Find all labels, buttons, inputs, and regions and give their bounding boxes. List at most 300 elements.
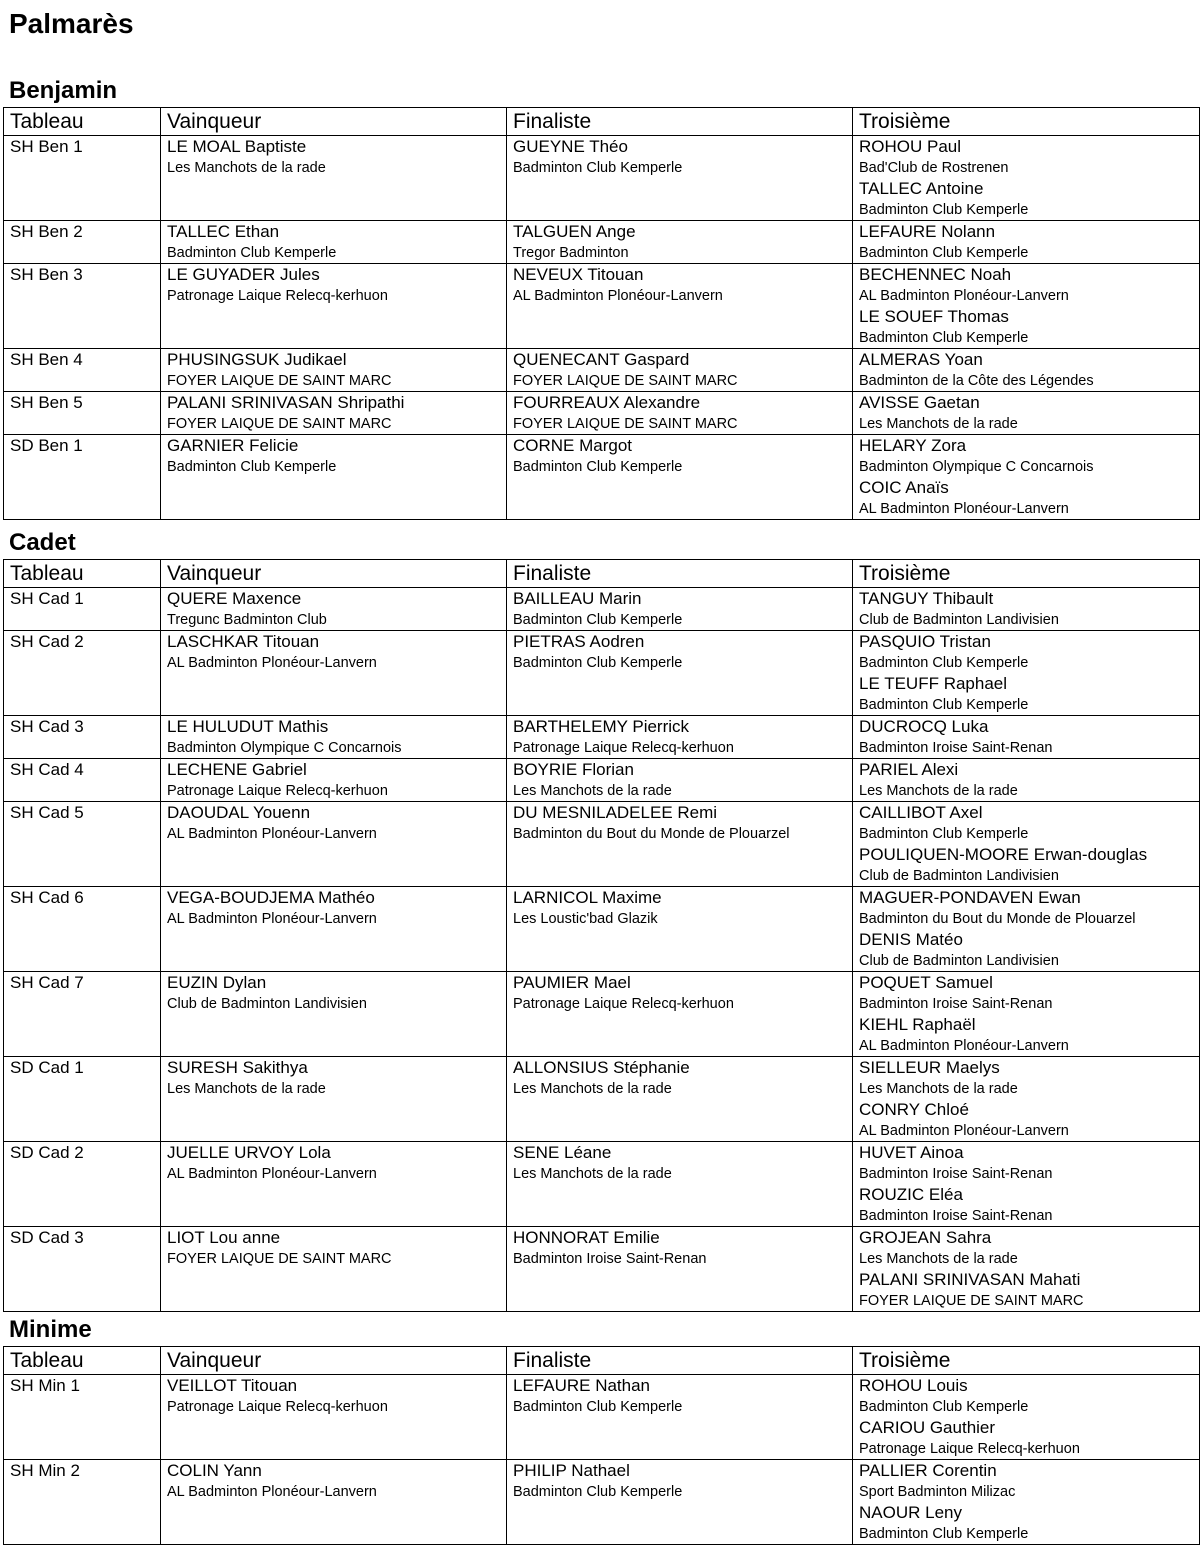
player-name: EUZIN Dylan [167,973,267,992]
cell-troisieme [853,887,1200,972]
club-name: Badminton Club Kemperle [859,826,1029,842]
player-entry [167,759,506,801]
club-name: Badminton Club Kemperle [167,459,337,475]
player-name: PAUMIER Mael [513,973,631,992]
header-row [4,560,1200,588]
cell-troisieme [853,136,1200,221]
club-name: Badminton Club Kemperle [513,612,683,628]
player-entry [513,349,852,391]
club-name: Patronage Laique Relecq-kerhuon [859,1441,1080,1457]
cell-vainqueur [161,349,507,392]
player-name: PHUSINGSUK Judikael [167,350,347,369]
player-entry [859,759,1199,801]
cell-vainqueur [161,1142,507,1227]
cell-tableau [4,759,161,802]
player-entry [513,1142,852,1184]
header-vainqueur: Vainqueur [161,560,507,588]
cell-finaliste [507,264,853,349]
player-name: PARIEL Alexi [859,760,959,779]
player-entry [167,972,506,1014]
table-row [4,435,1200,520]
player-name: QUERE Maxence [167,589,302,608]
header-troisieme: Troisième [853,560,1200,588]
player-name: ROHOU Louis [859,1376,968,1395]
cell-finaliste [507,887,853,972]
player-entry [167,392,506,434]
results-table [3,559,1200,1312]
player-entry [513,435,852,477]
table-row [4,588,1200,631]
club-name: FOYER LAIQUE DE SAINT MARC [167,373,392,389]
cell-finaliste [507,136,853,221]
player-name: DU MESNILADELEE Remi [513,803,718,822]
cell-vainqueur [161,1460,507,1545]
cell-vainqueur [161,631,507,716]
player-name: LIOT Lou anne [167,1228,281,1247]
table-row [4,221,1200,264]
section-title: Benjamin [9,77,118,104]
table-row [4,631,1200,716]
cell-finaliste [507,349,853,392]
table-row [4,392,1200,435]
player-name: ALLONSIUS Stéphanie [513,1058,690,1077]
player-entry [513,1460,852,1502]
cell-tableau [4,588,161,631]
cell-troisieme [853,392,1200,435]
cell-troisieme [853,716,1200,759]
cell-finaliste [507,221,853,264]
header-tableau: Tableau [4,108,161,136]
player-name: CORNE Margot [513,436,633,455]
player-name: AVISSE Gaetan [859,393,980,412]
club-name: FOYER LAIQUE DE SAINT MARC [513,416,738,432]
player-name: LECHENE Gabriel [167,760,307,779]
player-name: SIELLEUR Maelys [859,1058,1000,1077]
player-name: HELARY Zora [859,436,967,455]
cell-troisieme [853,221,1200,264]
cell-tableau [4,887,161,972]
cell-vainqueur [161,802,507,887]
club-name: Badminton Club Kemperle [859,245,1029,261]
table-row [4,349,1200,392]
player-name: TALGUEN Ange [513,222,636,241]
cell-finaliste [507,435,853,520]
player-name: MAGUER-PONDAVEN Ewan [859,888,1081,907]
club-name: Les Manchots de la rade [513,1081,672,1097]
player-entry [859,1184,1199,1226]
cell-finaliste [507,1142,853,1227]
player-name: LE TEUFF Raphael [859,674,1008,693]
cell-tableau [4,802,161,887]
club-name: Badminton Club Kemperle [513,1484,683,1500]
player-entry [167,264,506,306]
player-entry [859,264,1199,306]
player-entry [167,1460,506,1502]
cell-troisieme [853,435,1200,520]
club-name: Badminton Olympique C Concarnois [167,740,402,756]
cell-finaliste [507,588,853,631]
club-name: Bad'Club de Rostrenen [859,160,1009,176]
player-entry [167,887,506,929]
tableau-label: SD Cad 3 [10,1228,84,1247]
club-name: Badminton Olympique C Concarnois [859,459,1094,475]
player-name: ROUZIC Eléa [859,1185,963,1204]
cell-finaliste [507,1460,853,1545]
tableau-label: SH Ben 4 [10,350,83,369]
player-name: BOYRIE Florian [513,760,634,779]
club-name: Patronage Laique Relecq-kerhuon [513,740,734,756]
player-entry [859,1142,1199,1184]
player-name: TALLEC Ethan [167,222,280,241]
cell-finaliste [507,1227,853,1312]
tableau-label: SH Cad 4 [10,760,84,779]
header-row [4,1347,1200,1375]
player-entry [513,1227,852,1269]
player-name: PALLIER Corentin [859,1461,997,1480]
cell-vainqueur [161,759,507,802]
player-entry [513,264,852,306]
page-title: Palmarès [9,8,134,39]
tableau-label: SD Ben 1 [10,436,83,455]
player-entry [167,136,506,178]
club-name: Patronage Laique Relecq-kerhuon [167,288,388,304]
player-entry [859,929,1199,971]
cell-troisieme [853,1142,1200,1227]
player-entry [859,1014,1199,1056]
player-entry [859,972,1199,1014]
player-name: BECHENNEC Noah [859,265,1012,284]
cell-vainqueur [161,716,507,759]
club-name: Club de Badminton Landivisien [859,953,1059,969]
club-name: Les Loustic'bad Glazik [513,911,658,927]
player-name: VEGA-BOUDJEMA Mathéo [167,888,375,907]
player-entry [859,1375,1199,1417]
club-name: Badminton Iroise Saint-Renan [513,1251,707,1267]
player-entry [513,631,852,673]
header-vainqueur: Vainqueur [161,1347,507,1375]
club-name: AL Badminton Plonéour-Lanvern [167,1484,377,1500]
player-name: TALLEC Antoine [859,179,984,198]
table-row [4,802,1200,887]
table-row [4,136,1200,221]
cell-tableau [4,1057,161,1142]
club-name: Sport Badminton Milizac [859,1484,1016,1500]
player-name: LE MOAL Baptiste [167,137,307,156]
player-entry [513,392,852,434]
club-name: Les Manchots de la rade [513,1166,672,1182]
cell-troisieme [853,802,1200,887]
club-name: AL Badminton Plonéour-Lanvern [859,1038,1069,1054]
section-title: Cadet [9,529,76,556]
tableau-label: SD Cad 1 [10,1058,84,1077]
player-name: CARIOU Gauthier [859,1418,996,1437]
club-name: Les Manchots de la rade [859,1081,1018,1097]
player-entry [513,221,852,263]
player-entry [513,1057,852,1099]
header-tableau: Tableau [4,560,161,588]
player-entry [859,1502,1199,1544]
cell-finaliste [507,1057,853,1142]
cell-vainqueur [161,221,507,264]
header-troisieme: Troisième [853,1347,1200,1375]
club-name: Badminton Club Kemperle [513,655,683,671]
cell-tableau [4,221,161,264]
club-name: Club de Badminton Landivisien [167,996,367,1012]
cell-troisieme [853,588,1200,631]
player-name: PASQUIO Tristan [859,632,991,651]
player-name: SENE Léane [513,1143,612,1162]
player-name: CAILLIBOT Axel [859,803,983,822]
player-name: SURESH Sakithya [167,1058,308,1077]
club-name: Badminton de la Côte des Légendes [859,373,1094,389]
club-name: Les Manchots de la rade [859,783,1018,799]
player-entry [513,972,852,1014]
player-entry [859,887,1199,929]
club-name: AL Badminton Plonéour-Lanvern [859,288,1069,304]
tableau-label: SH Ben 5 [10,393,83,412]
cell-tableau [4,136,161,221]
club-name: Les Manchots de la rade [513,783,672,799]
player-name: DUCROCQ Luka [859,717,989,736]
table-row [4,972,1200,1057]
tableau-label: SD Cad 2 [10,1143,84,1162]
table-row [4,759,1200,802]
cell-troisieme [853,1227,1200,1312]
player-name: DAOUDAL Youenn [167,803,311,822]
tableau-label: SH Cad 7 [10,973,84,992]
club-name: Patronage Laique Relecq-kerhuon [167,783,388,799]
player-name: NEVEUX Titouan [513,265,644,284]
player-entry [167,631,506,673]
cell-tableau [4,1460,161,1545]
table-row [4,1057,1200,1142]
player-entry [167,1227,506,1269]
player-name: PHILIP Nathael [513,1461,630,1480]
club-name: Badminton Club Kemperle [859,1526,1029,1542]
player-entry [859,631,1199,673]
player-entry [859,1460,1199,1502]
tableau-label: SH Cad 6 [10,888,84,907]
club-name: Badminton Club Kemperle [859,655,1029,671]
player-name: FOURREAUX Alexandre [513,393,701,412]
club-name: Badminton Club Kemperle [167,245,337,261]
player-name: BARTHELEMY Pierrick [513,717,690,736]
cell-troisieme [853,264,1200,349]
cell-troisieme [853,349,1200,392]
tableau-label: SH Min 2 [10,1461,80,1480]
club-name: Club de Badminton Landivisien [859,868,1059,884]
club-name: AL Badminton Plonéour-Lanvern [859,1123,1069,1139]
cell-troisieme [853,1460,1200,1545]
results-table [3,1346,1200,1545]
club-name: Les Manchots de la rade [859,416,1018,432]
cell-vainqueur [161,588,507,631]
player-entry [167,435,506,477]
player-entry [167,1142,506,1184]
player-entry [167,221,506,263]
header-tableau: Tableau [4,1347,161,1375]
club-name: AL Badminton Plonéour-Lanvern [167,911,377,927]
cell-vainqueur [161,972,507,1057]
cell-vainqueur [161,1227,507,1312]
cell-tableau [4,972,161,1057]
player-name: COIC Anaïs [859,478,949,497]
player-entry [859,477,1199,519]
cell-vainqueur [161,136,507,221]
player-name: DENIS Matéo [859,930,963,949]
player-name: LE HULUDUT Mathis [167,717,329,736]
header-troisieme: Troisième [853,108,1200,136]
club-name: Badminton du Bout du Monde de Plouarzel [513,826,790,842]
cell-troisieme [853,759,1200,802]
cell-tableau [4,1375,161,1460]
player-name: NAOUR Leny [859,1503,962,1522]
player-name: TANGUY Thibault [859,589,994,608]
cell-finaliste [507,972,853,1057]
player-entry [859,588,1199,630]
cell-finaliste [507,631,853,716]
club-name: AL Badminton Plonéour-Lanvern [167,1166,377,1182]
table-row [4,887,1200,972]
club-name: Patronage Laique Relecq-kerhuon [167,1399,388,1415]
cell-tableau [4,349,161,392]
table-row [4,1460,1200,1545]
player-entry [167,1057,506,1099]
section-title: Minime [9,1316,92,1343]
player-name: QUENECANT Gaspard [513,350,690,369]
player-entry [859,221,1199,263]
cell-tableau [4,1142,161,1227]
club-name: AL Badminton Plonéour-Lanvern [167,826,377,842]
club-name: Badminton Club Kemperle [859,202,1029,218]
tableau-label: SH Cad 5 [10,803,84,822]
player-entry [859,349,1199,391]
player-name: HONNORAT Emilie [513,1228,660,1247]
table-row [4,264,1200,349]
tableau-label: SH Cad 3 [10,717,84,736]
club-name: Les Manchots de la rade [167,160,326,176]
club-name: Club de Badminton Landivisien [859,612,1059,628]
club-name: Badminton Club Kemperle [513,459,683,475]
header-vainqueur: Vainqueur [161,108,507,136]
player-name: BAILLEAU Marin [513,589,642,608]
player-name: ROHOU Paul [859,137,962,156]
club-name: Badminton Iroise Saint-Renan [859,740,1053,756]
player-name: CONRY Chloé [859,1100,969,1119]
club-name: Badminton Iroise Saint-Renan [859,1208,1053,1224]
header-finaliste: Finaliste [507,1347,853,1375]
player-name: GROJEAN Sahra [859,1228,992,1247]
cell-vainqueur [161,887,507,972]
player-name: POQUET Samuel [859,973,993,992]
player-name: GUEYNE Théo [513,137,628,156]
club-name: Badminton Club Kemperle [859,330,1029,346]
club-name: Badminton Club Kemperle [513,160,683,176]
cell-troisieme [853,1375,1200,1460]
player-entry [859,673,1199,715]
club-name: Les Manchots de la rade [859,1251,1018,1267]
club-name: Badminton Club Kemperle [513,1399,683,1415]
player-name: KIEHL Raphaël [859,1015,976,1034]
tableau-label: SH Ben 2 [10,222,83,241]
player-entry [513,588,852,630]
cell-troisieme [853,1057,1200,1142]
player-entry [513,759,852,801]
results-table [3,107,1200,520]
club-name: Patronage Laique Relecq-kerhuon [513,996,734,1012]
player-entry [859,802,1199,844]
header-row [4,108,1200,136]
cell-vainqueur [161,1375,507,1460]
table-row [4,1375,1200,1460]
player-name: PALANI SRINIVASAN Shripathi [167,393,405,412]
player-entry [167,802,506,844]
player-entry [859,306,1199,348]
player-name: ALMERAS Yoan [859,350,983,369]
player-entry [859,392,1199,434]
cell-finaliste [507,392,853,435]
club-name: AL Badminton Plonéour-Lanvern [167,655,377,671]
cell-tableau [4,435,161,520]
table-row [4,716,1200,759]
cell-troisieme [853,972,1200,1057]
club-name: Badminton Club Kemperle [859,697,1029,713]
cell-finaliste [507,716,853,759]
club-name: Badminton Iroise Saint-Renan [859,1166,1053,1182]
player-entry [513,1375,852,1417]
cell-vainqueur [161,392,507,435]
player-name: LEFAURE Nolann [859,222,996,241]
tableau-label: SH Ben 1 [10,137,83,156]
cell-tableau [4,392,161,435]
player-name: PALANI SRINIVASAN Mahati [859,1270,1081,1289]
player-entry [513,802,852,844]
tableau-label: SH Cad 1 [10,589,84,608]
player-name: POULIQUEN-MOORE Erwan-douglas [859,845,1148,864]
club-name: Tregor Badminton [513,245,629,261]
club-name: FOYER LAIQUE DE SAINT MARC [513,373,738,389]
club-name: FOYER LAIQUE DE SAINT MARC [167,416,392,432]
club-name: Badminton Iroise Saint-Renan [859,996,1053,1012]
player-name: LEFAURE Nathan [513,1376,651,1395]
player-name: GARNIER Felicie [167,436,299,455]
player-entry [167,716,506,758]
player-name: LE SOUEF Thomas [859,307,1009,326]
player-entry [513,716,852,758]
player-name: JUELLE URVOY Lola [167,1143,331,1162]
player-entry [859,178,1199,220]
tableau-label: SH Cad 2 [10,632,84,651]
cell-vainqueur [161,264,507,349]
cell-finaliste [507,1375,853,1460]
player-name: VEILLOT Titouan [167,1376,298,1395]
player-entry [859,1057,1199,1099]
player-entry [167,1375,506,1417]
club-name: FOYER LAIQUE DE SAINT MARC [167,1251,392,1267]
player-entry [859,136,1199,178]
cell-tableau [4,631,161,716]
club-name: AL Badminton Plonéour-Lanvern [859,501,1069,517]
club-name: FOYER LAIQUE DE SAINT MARC [859,1293,1084,1309]
player-entry [167,349,506,391]
player-name: LASCHKAR Titouan [167,632,320,651]
player-name: LARNICOL Maxime [513,888,662,907]
table-row [4,1227,1200,1312]
player-entry [859,716,1199,758]
header-finaliste: Finaliste [507,108,853,136]
player-entry [513,887,852,929]
cell-finaliste [507,802,853,887]
